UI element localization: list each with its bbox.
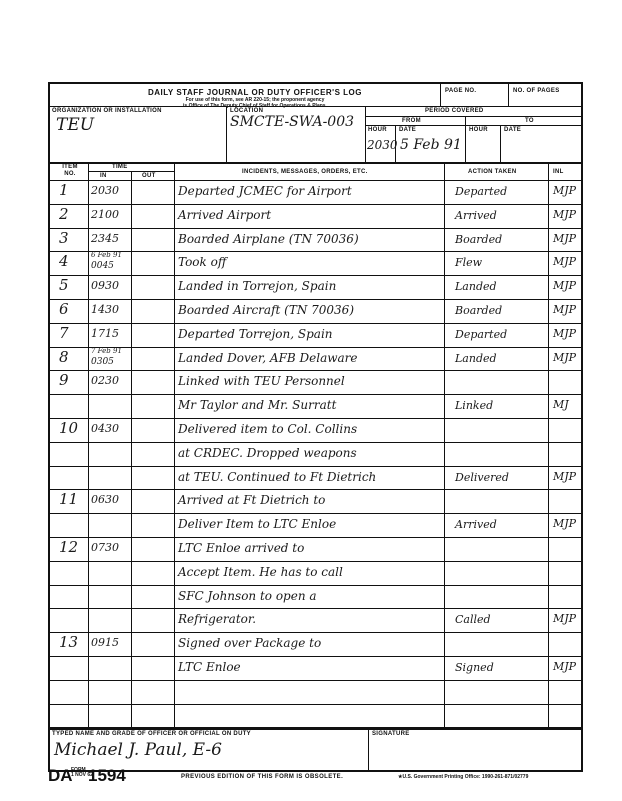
form-label: FORM — [71, 767, 86, 773]
incident-text[interactable]: Accept Item. He has to call — [178, 564, 343, 579]
form-subtitle-line-1: For use of this form, see AR 220-15; the proponent agency — [185, 97, 325, 103]
incident-text[interactable]: Boarded Aircraft (TN 70036) — [178, 303, 354, 317]
table-row — [50, 704, 581, 728]
from-hour-label: HOUR — [368, 127, 387, 133]
initials[interactable]: MJP — [553, 207, 577, 221]
initials[interactable]: MJP — [553, 660, 577, 673]
initials[interactable]: MJP — [553, 469, 577, 483]
table-row — [50, 561, 581, 585]
table-row — [50, 466, 581, 490]
form-subtitle-line-2: is Office of The Deputy Chief of Staff for Operations & Plans. — [183, 103, 327, 109]
time-in[interactable]: 0730 — [91, 541, 119, 554]
table-row — [50, 251, 581, 275]
signature-field[interactable] — [370, 739, 580, 769]
action-taken[interactable]: Boarded — [455, 232, 503, 246]
action-taken[interactable]: Delivered — [455, 470, 509, 484]
table-row — [50, 347, 581, 371]
to-hour-field[interactable] — [467, 135, 499, 161]
gpo-imprint: ★U.S. Government Printing Office: 1990-261-871/02779 — [398, 774, 529, 780]
time-in[interactable]: 0915 — [91, 636, 119, 650]
time-in[interactable]: 0930 — [91, 279, 119, 293]
item-number[interactable]: 8 — [59, 347, 69, 366]
time-date-note[interactable]: 6 Feb 91 — [91, 251, 122, 260]
location-label: LOCATION — [230, 108, 264, 114]
item-number[interactable]: 4 — [59, 252, 69, 271]
action-taken[interactable]: Arrived — [455, 208, 497, 222]
table-row — [50, 204, 581, 228]
da-label: DA — [48, 766, 73, 785]
form-title: DAILY STAFF JOURNAL OR DUTY OFFICER'S LOG — [148, 88, 362, 97]
form-number: 1594 — [88, 766, 126, 785]
table-row — [50, 418, 581, 442]
initials-header: INL — [553, 169, 564, 175]
signature-label: SIGNATURE — [372, 731, 410, 737]
from-hour-value[interactable]: 2030 — [367, 138, 398, 152]
action-taken-header: ACTION TAKEN — [468, 169, 517, 175]
to-label: TO — [525, 118, 534, 124]
incident-text[interactable]: Boarded Airplane (TN 70036) — [178, 231, 359, 246]
action-taken[interactable]: Arrived — [455, 518, 497, 532]
initials[interactable]: MJP — [553, 184, 577, 197]
incident-text[interactable]: SFC Johnson to open a — [178, 588, 317, 603]
table-row — [50, 656, 581, 680]
time-in[interactable]: 1430 — [91, 303, 119, 316]
table-row — [50, 537, 581, 561]
table-row — [50, 632, 581, 656]
time-in-header: IN — [100, 173, 107, 179]
time-in[interactable]: 0230 — [91, 374, 119, 388]
initials[interactable]: MJP — [553, 517, 577, 531]
time-header: TIME — [112, 164, 128, 170]
incident-text[interactable]: Linked with TEU Personnel — [178, 374, 345, 389]
action-taken[interactable]: Flew — [455, 256, 483, 270]
table-row — [50, 513, 581, 537]
initials[interactable]: MJ — [553, 398, 569, 412]
time-in[interactable]: 0630 — [91, 493, 119, 507]
initials[interactable]: MJP — [553, 231, 577, 245]
action-taken[interactable]: Landed — [455, 351, 497, 365]
initials[interactable]: MJP — [553, 326, 577, 340]
incident-text[interactable]: Delivered item to Col. Collins — [178, 422, 358, 436]
from-date-label: DATE — [399, 127, 417, 133]
incident-text[interactable]: LTC Enloe arrived to — [178, 541, 305, 555]
time-in[interactable]: 0430 — [91, 422, 119, 435]
time-in[interactable]: 1715 — [91, 326, 119, 340]
table-row — [50, 442, 581, 466]
form-footer — [48, 766, 608, 786]
initials[interactable]: MJP — [553, 255, 577, 269]
incident-text[interactable]: Signed over Package to — [178, 636, 322, 651]
time-out-header: OUT — [142, 173, 156, 179]
item-number[interactable]: 12 — [59, 538, 79, 556]
from-label: FROM — [402, 118, 421, 124]
table-row — [50, 608, 581, 632]
previous-edition-note: PREVIOUS EDITION OF THIS FORM IS OBSOLETE. — [181, 774, 344, 780]
page-no-label: PAGE NO. — [445, 88, 477, 94]
incident-text[interactable]: Took off — [178, 255, 227, 270]
officer-name-label: TYPED NAME AND GRADE OF OFFICER OR OFFICIAL ON DUTY — [52, 731, 251, 737]
initials[interactable]: MJP — [553, 350, 577, 364]
table-row — [50, 180, 581, 204]
item-number[interactable]: 5 — [59, 276, 69, 295]
incident-text[interactable]: Deliver Item to LTC Enloe — [178, 517, 337, 532]
daily-staff-journal-form — [48, 82, 583, 772]
location-value[interactable]: SMCTE-SWA-003 — [230, 114, 355, 130]
item-number[interactable]: 1 — [59, 181, 69, 199]
incident-text[interactable]: at TEU. Continued to Ft Dietrich — [178, 469, 377, 484]
item-number[interactable]: 6 — [59, 300, 69, 318]
action-taken[interactable]: Departed — [455, 185, 508, 198]
officer-name-value[interactable]: Michael J. Paul, E-6 — [54, 740, 222, 760]
table-row — [50, 228, 581, 252]
incident-text[interactable]: Departed JCMEC for Airport — [178, 184, 352, 198]
table-row — [50, 585, 581, 609]
time-in[interactable]: 2100 — [91, 207, 119, 221]
item-number[interactable]: 3 — [59, 228, 69, 247]
item-number[interactable]: 7 — [59, 323, 69, 342]
form-date-label: 1 NOV 62 — [71, 772, 93, 778]
incident-text[interactable]: at CRDEC. Dropped weapons — [178, 445, 357, 460]
initials[interactable]: MJP — [553, 303, 577, 316]
time-in[interactable]: 0305 — [91, 356, 114, 367]
incident-text[interactable]: Landed Dover, AFB Delaware — [178, 350, 358, 365]
time-date-note[interactable]: 7 Feb 91 — [91, 346, 122, 355]
org-label: ORGANIZATION OR INSTALLATION — [52, 108, 162, 114]
incident-text[interactable]: Departed Torrejon, Spain — [178, 326, 333, 341]
action-taken[interactable]: Signed — [455, 661, 494, 674]
time-in[interactable]: 0045 — [91, 261, 114, 272]
incident-text[interactable]: Landed in Torrejon, Spain — [178, 279, 337, 294]
to-hour-label: HOUR — [469, 127, 488, 133]
incident-text[interactable]: Mr Taylor and Mr. Surratt — [178, 398, 337, 413]
time-in[interactable]: 2030 — [91, 184, 119, 197]
table-row — [50, 299, 581, 323]
incidents-header: INCIDENTS, MESSAGES, ORDERS, ETC. — [242, 169, 368, 175]
to-date-label: DATE — [504, 127, 522, 133]
initials[interactable]: MJP — [553, 612, 577, 626]
item-number[interactable]: 9 — [59, 371, 69, 390]
table-row — [50, 323, 581, 347]
incident-text[interactable]: Refrigerator. — [178, 612, 257, 627]
incident-text[interactable]: Arrived Airport — [178, 207, 272, 222]
incident-text[interactable]: Arrived at Ft Dietrich to — [178, 493, 326, 508]
item-number[interactable]: 2 — [59, 204, 69, 223]
item-no-header: ITEM NO. — [62, 164, 78, 177]
from-date-value[interactable]: 5 Feb 91 — [400, 137, 462, 153]
org-value[interactable]: TEU — [56, 115, 95, 135]
action-taken[interactable]: Boarded — [455, 304, 503, 317]
time-in[interactable]: 2345 — [91, 231, 119, 245]
table-row — [50, 489, 581, 513]
table-row — [50, 680, 581, 704]
incident-text[interactable]: LTC Enloe — [178, 660, 241, 674]
action-taken[interactable]: Linked — [455, 399, 494, 413]
initials[interactable]: MJP — [553, 279, 577, 293]
no-of-pages-label: NO. OF PAGES — [513, 88, 560, 94]
table-row — [50, 394, 581, 418]
period-covered-label: PERIOD COVERED — [425, 108, 484, 114]
action-taken[interactable]: Landed — [455, 280, 497, 294]
action-taken[interactable]: Called — [455, 613, 491, 627]
to-date-field[interactable] — [502, 135, 580, 161]
item-number[interactable]: 11 — [59, 490, 79, 509]
table-row — [50, 275, 581, 299]
action-taken[interactable]: Departed — [455, 327, 508, 341]
table-row — [50, 370, 581, 394]
item-number[interactable]: 10 — [59, 419, 79, 437]
item-number[interactable]: 13 — [59, 633, 79, 652]
